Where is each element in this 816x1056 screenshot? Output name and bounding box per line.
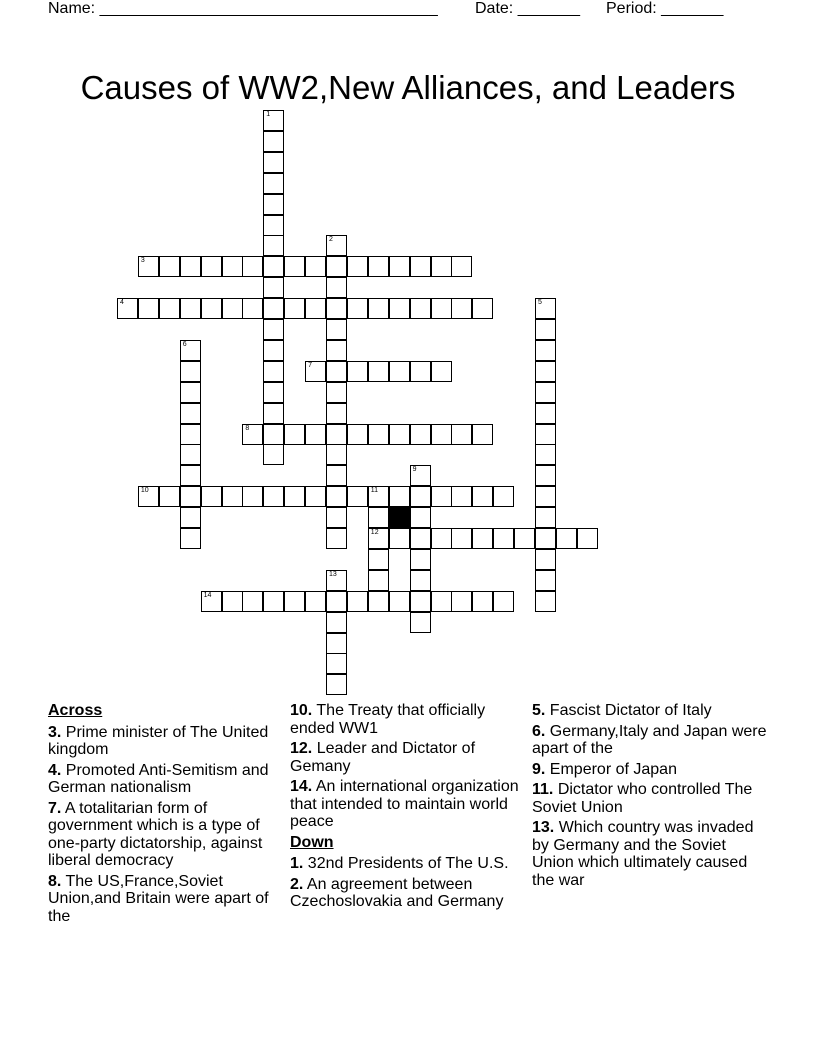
crossword-cell[interactable]: [242, 486, 263, 507]
crossword-cell[interactable]: [180, 298, 201, 319]
crossword-cell[interactable]: [347, 486, 368, 507]
crossword-cell[interactable]: [242, 424, 263, 445]
crossword-cell[interactable]: [201, 256, 222, 277]
crossword-cell[interactable]: [368, 424, 389, 445]
crossword-cell[interactable]: [535, 361, 556, 382]
crossword-cell[interactable]: [305, 256, 326, 277]
cell-number: 12: [370, 529, 379, 536]
crossword-cell[interactable]: [451, 591, 472, 612]
crossword-cell[interactable]: [347, 256, 368, 277]
clue-column-1: [48, 702, 280, 928]
crossword-cell[interactable]: [326, 403, 347, 424]
down-clue: 5. Fascist Dictator of Italy: [532, 702, 712, 719]
down-clue: 2. An agreement between Czechoslovakia and Germany: [290, 875, 504, 910]
crossword-cell[interactable]: [222, 486, 243, 507]
crossword-cell[interactable]: [410, 549, 431, 570]
crossword-cell[interactable]: [535, 570, 556, 591]
crossword-cell[interactable]: [326, 633, 347, 654]
crossword-cell[interactable]: [431, 424, 452, 445]
across-heading: Across: [48, 702, 103, 719]
crossword-cell[interactable]: [326, 382, 347, 403]
crossword-cell[interactable]: [431, 256, 452, 277]
crossword-cell[interactable]: [535, 382, 556, 403]
crossword-cell[interactable]: [389, 256, 410, 277]
crossword-cell[interactable]: [410, 570, 431, 591]
crossword-cell[interactable]: [493, 591, 514, 612]
crossword-cell[interactable]: [535, 465, 556, 486]
crossword-cell[interactable]: [263, 403, 284, 424]
crossword-cell[interactable]: [431, 298, 452, 319]
crossword-cell[interactable]: [326, 424, 347, 445]
down-clue: 11. Dictator who controlled The Soviet Union: [532, 781, 753, 816]
crossword-cell[interactable]: [284, 424, 305, 445]
crossword-cell[interactable]: [410, 591, 431, 612]
crossword-cell[interactable]: [305, 424, 326, 445]
crossword-cell[interactable]: [431, 591, 452, 612]
across-clue: 14. An international organization that intended to maintain world peace: [290, 778, 519, 830]
cell-number: 1: [266, 111, 271, 118]
crossword-cell[interactable]: [180, 340, 201, 361]
crossword-cell[interactable]: [368, 298, 389, 319]
crossword-cell[interactable]: [368, 570, 389, 591]
crossword-cell[interactable]: [138, 256, 159, 277]
across-clue: 4. Promoted Anti-Semitism and German nationalism: [48, 761, 269, 796]
across-clue: 8. The US,France,Soviet Union,and Britain were apart of the: [48, 872, 269, 925]
crossword-cell[interactable]: [180, 507, 201, 528]
crossword-cell[interactable]: [180, 256, 201, 277]
crossword-cell[interactable]: [535, 591, 556, 612]
crossword-cell[interactable]: [180, 444, 201, 465]
crossword-cell[interactable]: [347, 424, 368, 445]
crossword-cell[interactable]: [493, 486, 514, 507]
crossword-cell[interactable]: [263, 298, 284, 319]
crossword-cell[interactable]: [159, 256, 180, 277]
crossword-cell[interactable]: [242, 591, 263, 612]
crossword-cell[interactable]: [451, 528, 472, 549]
crossword-cell[interactable]: [368, 591, 389, 612]
crossword-cell[interactable]: [472, 591, 493, 612]
clue-column-3: [532, 702, 772, 892]
crossword-cell[interactable]: [535, 486, 556, 507]
crossword-cell[interactable]: [263, 424, 284, 445]
crossword-cell[interactable]: [201, 591, 222, 612]
cell-number: 3: [140, 257, 145, 265]
crossword-cell[interactable]: [451, 256, 472, 277]
crossword-cell[interactable]: [284, 486, 305, 507]
crossword-cell[interactable]: [284, 591, 305, 612]
crossword-cell[interactable]: [535, 319, 556, 340]
crossword-cell[interactable]: [201, 486, 222, 507]
crossword-cell[interactable]: [263, 256, 284, 277]
down-clue: 6. Germany,Italy and Japan were apart of the: [532, 722, 767, 757]
crossword-cell[interactable]: [410, 507, 431, 528]
crossword-cell[interactable]: [410, 298, 431, 319]
crossword-cell[interactable]: [284, 298, 305, 319]
crossword-cell[interactable]: [347, 361, 368, 382]
crossword-cell[interactable]: [326, 444, 347, 465]
crossword-cell[interactable]: [263, 444, 284, 465]
crossword-cell[interactable]: [410, 486, 431, 507]
crossword-cell[interactable]: [535, 444, 556, 465]
crossword-cell[interactable]: [451, 298, 472, 319]
crossword-cell[interactable]: [305, 591, 326, 612]
crossword-cell[interactable]: [431, 486, 452, 507]
across-clue: 7. A totalitarian form of government which is a type of one-party dictatorship, against liberal democracy: [48, 799, 263, 869]
crossword-cell[interactable]: [410, 465, 431, 486]
cell-number: 14: [203, 591, 212, 599]
crossword-cell[interactable]: [389, 486, 410, 507]
crossword-cell[interactable]: [326, 361, 347, 382]
crossword-cell[interactable]: [180, 382, 201, 403]
crossword-cell[interactable]: [305, 486, 326, 507]
crossword-cell[interactable]: [263, 382, 284, 403]
crossword-cell[interactable]: [326, 486, 347, 507]
crossword-cell[interactable]: [493, 528, 514, 549]
crossword-cell[interactable]: [326, 256, 347, 277]
crossword-black-cell: [389, 507, 410, 528]
crossword-cell[interactable]: [180, 424, 201, 445]
crossword-cell[interactable]: [389, 361, 410, 382]
cell-number: 10: [140, 487, 149, 495]
crossword-cell[interactable]: [222, 298, 243, 319]
crossword-cell[interactable]: [410, 361, 431, 382]
crossword-cell[interactable]: [368, 549, 389, 570]
cell-number: 11: [370, 487, 379, 495]
crossword-cell[interactable]: [326, 277, 347, 298]
cell-number: 6: [182, 340, 187, 348]
crossword-cell[interactable]: [263, 591, 284, 612]
crossword-cell[interactable]: [263, 194, 284, 215]
cell-number: 4: [120, 299, 124, 307]
cell-number: 7: [308, 361, 312, 369]
cell-number: 8: [245, 424, 250, 432]
crossword-cell[interactable]: [326, 674, 347, 695]
crossword-cell[interactable]: [368, 528, 389, 549]
crossword-cell[interactable]: [263, 235, 284, 256]
across-clue: 10. The Treaty that officially ended WW1: [290, 702, 486, 737]
clue-column-2: [290, 702, 522, 914]
crossword-cell[interactable]: [263, 277, 284, 298]
across-clue: 12. Leader and Dictator of Gemany: [290, 740, 476, 775]
crossword-cell[interactable]: [263, 131, 284, 152]
crossword-cell[interactable]: [577, 528, 598, 549]
crossword-cell[interactable]: [284, 256, 305, 277]
crossword-cell[interactable]: [305, 298, 326, 319]
crossword-cell[interactable]: [180, 486, 201, 507]
crossword-cell[interactable]: [222, 256, 243, 277]
crossword-cell[interactable]: [326, 612, 347, 633]
crossword-cell[interactable]: [472, 486, 493, 507]
date-field[interactable]: Date: _______: [475, 0, 580, 17]
crossword-cell[interactable]: [347, 591, 368, 612]
crossword-cell[interactable]: [472, 528, 493, 549]
crossword-cell[interactable]: [180, 465, 201, 486]
crossword-cell[interactable]: [535, 403, 556, 424]
page-title: Causes of WW2,New Alliances, and Leaders: [80, 69, 736, 107]
crossword-cell[interactable]: [389, 591, 410, 612]
down-heading: Down: [290, 833, 334, 851]
crossword-cell[interactable]: [138, 298, 159, 319]
crossword-cell[interactable]: [263, 340, 284, 361]
crossword-cell[interactable]: [263, 319, 284, 340]
crossword-cell[interactable]: [368, 486, 389, 507]
crossword-cell[interactable]: [535, 528, 556, 549]
crossword-cell[interactable]: [535, 507, 556, 528]
crossword-cell[interactable]: [222, 591, 243, 612]
crossword-cell[interactable]: [326, 507, 347, 528]
crossword-cell[interactable]: [305, 361, 326, 382]
down-clue: 1. 32nd Presidents of The U.S.: [290, 855, 509, 872]
crossword-cell[interactable]: [117, 298, 138, 319]
crossword-cell[interactable]: [263, 486, 284, 507]
period-field[interactable]: Period: _______: [606, 0, 724, 17]
crossword-cell[interactable]: [263, 361, 284, 382]
clues-section: [0, 702, 816, 1042]
crossword-cell[interactable]: [368, 507, 389, 528]
crossword-cell[interactable]: [263, 215, 284, 236]
crossword-cell[interactable]: [326, 235, 347, 256]
crossword-cell[interactable]: [326, 340, 347, 361]
crossword-cell[interactable]: [451, 424, 472, 445]
crossword-cell[interactable]: [326, 591, 347, 612]
crossword-cell[interactable]: [535, 424, 556, 445]
crossword-cell[interactable]: [326, 319, 347, 340]
crossword-cell[interactable]: [326, 570, 347, 591]
crossword-cell[interactable]: [326, 528, 347, 549]
cell-number: 13: [329, 570, 337, 578]
crossword-cell[interactable]: [180, 528, 201, 549]
crossword-cell[interactable]: [347, 298, 368, 319]
across-clue: 3. Prime minister of The United kingdom: [48, 723, 269, 758]
crossword-cell[interactable]: [326, 298, 347, 319]
crossword-cell[interactable]: [535, 549, 556, 570]
cell-number: 9: [412, 466, 417, 474]
crossword-cell[interactable]: [535, 298, 556, 319]
crossword-cell[interactable]: [389, 298, 410, 319]
crossword-cell[interactable]: [138, 486, 159, 507]
crossword-cell[interactable]: [556, 528, 577, 549]
crossword-cell[interactable]: [242, 256, 263, 277]
cell-number: 5: [538, 299, 542, 307]
crossword-cell[interactable]: [263, 173, 284, 194]
crossword-cell[interactable]: [180, 361, 201, 382]
crossword-cell[interactable]: [180, 403, 201, 424]
crossword-cell[interactable]: [535, 340, 556, 361]
crossword-cell[interactable]: [326, 465, 347, 486]
crossword-cell[interactable]: [431, 528, 452, 549]
name-field[interactable]: Name: ______________________________________: [48, 0, 438, 17]
crossword-cell[interactable]: [326, 653, 347, 674]
down-clue: 13. Which country was invaded by Germany and the Soviet Union which ultimately caused the war: [532, 819, 754, 889]
crossword-cell[interactable]: [263, 152, 284, 173]
crossword-cell[interactable]: [368, 361, 389, 382]
crossword-cell[interactable]: [389, 528, 410, 549]
crossword-cell[interactable]: [159, 298, 180, 319]
crossword-cell[interactable]: [201, 298, 222, 319]
crossword-cell[interactable]: [389, 424, 410, 445]
crossword-cell[interactable]: [410, 256, 431, 277]
crossword-cell[interactable]: [368, 256, 389, 277]
down-clue: 9. Emperor of Japan: [532, 760, 677, 778]
crossword-cell[interactable]: [242, 298, 263, 319]
crossword-cell[interactable]: [410, 424, 431, 445]
crossword-cell[interactable]: [451, 486, 472, 507]
crossword-cell[interactable]: [472, 298, 493, 319]
crossword-cell[interactable]: [472, 424, 493, 445]
crossword-cell[interactable]: [431, 361, 452, 382]
crossword-cell[interactable]: [410, 528, 431, 549]
crossword-cell[interactable]: [410, 612, 431, 633]
crossword-cell[interactable]: [159, 486, 180, 507]
crossword-cell[interactable]: [263, 110, 284, 131]
cell-number: 2: [329, 236, 333, 244]
crossword-cell[interactable]: [514, 528, 535, 549]
